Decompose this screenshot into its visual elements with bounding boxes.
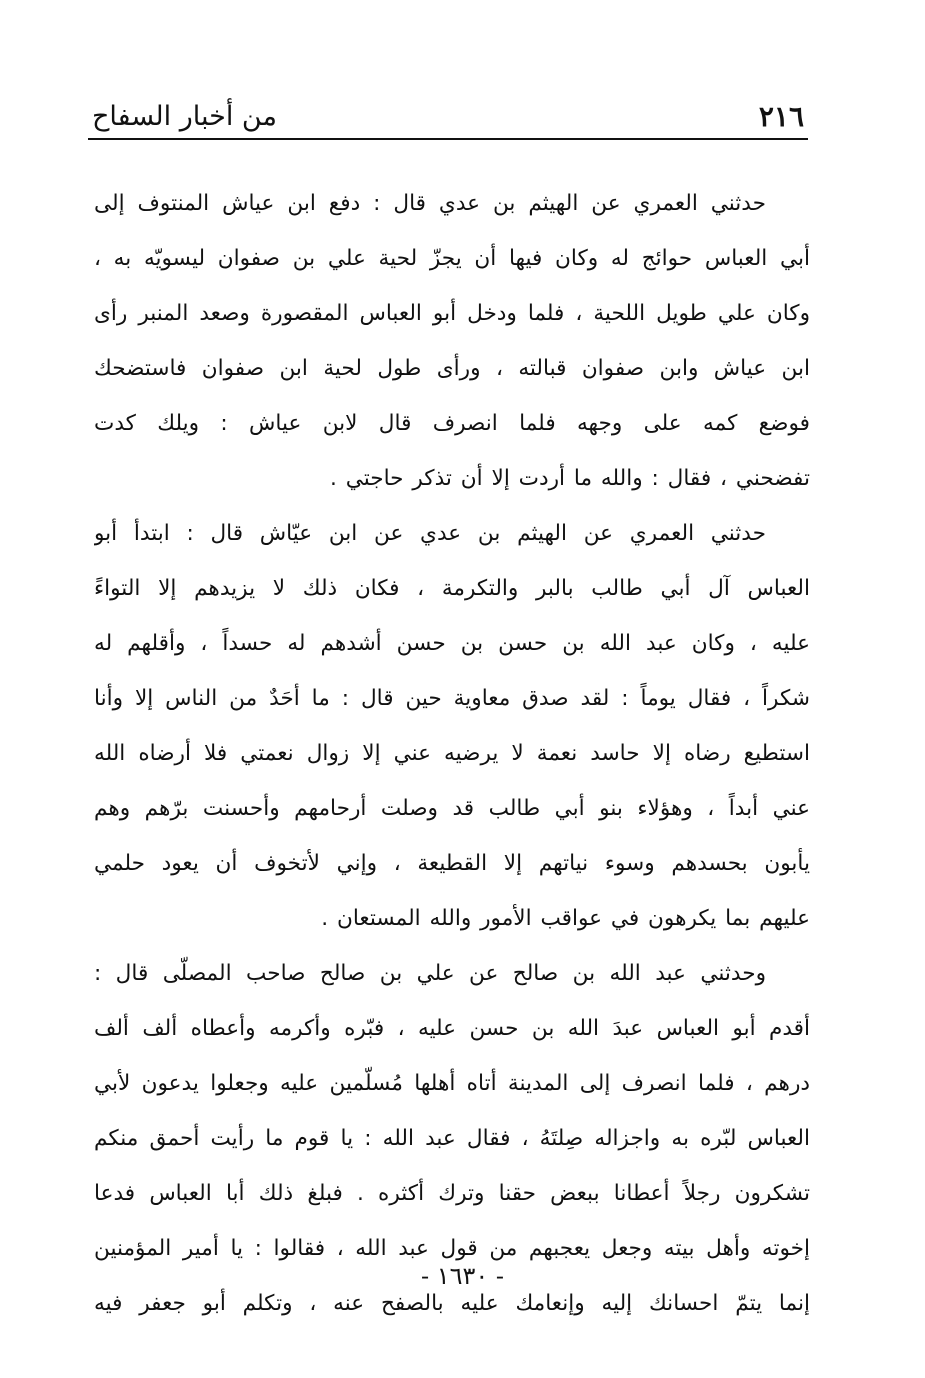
footer-page-number: - ١٦٣٠ -	[420, 1262, 505, 1290]
text-line: عليهم بما يكرهون في عواقب الأمور والله المستعان .	[321, 906, 810, 931]
text-line: عني أبداً ، وهؤلاء بنو أبي طالب قد وصلت أرحامهم وأحسنت برّهم وهم	[94, 796, 810, 821]
text-line: وكان علي طويل اللحية ، فلما ودخل أبو العباس المقصورة وصعد المنبر رأى	[94, 301, 810, 326]
body-text	[94, 176, 810, 1331]
text-line: استطيع رضاه إلا حاسد نعمة لا يرضيه عني إلا زوال نعمتي فلا أرضاه الله	[94, 741, 810, 766]
text-line: تفضحني ، فقال : والله ما أردت إلا أن تذكر حاجتي .	[330, 466, 810, 491]
page-number: ٢١٦	[758, 100, 804, 133]
text-line: إنما يتمّ احسانك إليه وإنعامك عليه بالصفح عنه ، وتكلم أبو جعفر فيه	[94, 1291, 810, 1316]
header-rule	[88, 138, 808, 140]
text-line: درهم ، فلما انصرف إلى المدينة أتاه أهلها مُسلّمين عليه وجعلوا يدعون لأبي	[94, 1071, 810, 1096]
text-line: وحدثني عبد الله بن صالح عن علي بن صالح صاحب المصلّى قال :	[94, 961, 766, 986]
text-line: يأبون بحسدهم وسوء نياتهم إلا القطيعة ، وإني لأتخوف أن يعود حلمي	[94, 851, 810, 876]
text-line: أبي العباس حوائج له وكان فيها أن يجزّ لحية علي بن صفوان ليسويّه به ،	[94, 246, 810, 271]
text-line: فوضع كمه على وجهه فلما انصرف قال لابن عياش : ويلك كدت	[94, 411, 810, 436]
running-header	[92, 102, 804, 132]
text-line: أقدم أبو العباس عبدَ الله بن حسن عليه ، فبّره وأكرمه وأعطاه ألف ألف	[94, 1016, 810, 1041]
text-line: العباس آل أبي طالب بالبر والتكرمة ، فكان ذلك لا يزيدهم إلا التواءً	[94, 576, 810, 601]
text-line: تشكرون رجلاً أعطانا ببعض حقنا وترك أكثره . فبلغ ذلك أبا العباس فدعا	[94, 1181, 810, 1206]
text-line: عليه ، وكان عبد الله بن حسن بن حسن أشدهم له حسداً ، وأقلهم له	[94, 631, 810, 656]
text-line: حدثني العمري عن الهيثم بن عدي عن ابن عيّاش قال : ابتدأ أبو	[94, 521, 766, 546]
running-title: من أخبار السفاح	[92, 101, 277, 132]
text-line: إخوته وأهل بيته وجعل يعجبهم من قول عبد الله ، فقالوا : يا أمير المؤمنين	[94, 1236, 810, 1261]
text-line: حدثني العمري عن الهيثم بن عدي قال : دفع ابن عياش المنتوف إلى	[94, 191, 766, 216]
text-line: العباس لبّره به واجزاله صِلتَهُ ، فقال عبد الله : يا قوم ما رأيت أحمق منكم	[94, 1126, 810, 1151]
text-line: ابن عياش وابن صفوان قبالته ، ورأى طول لحية ابن صفوان فاستضحك	[94, 356, 810, 381]
text-line: شكراً ، فقال يوماً : لقد صدق معاوية حين قال : ما أحَدٌ من الناس إلا وأنا	[94, 686, 810, 711]
